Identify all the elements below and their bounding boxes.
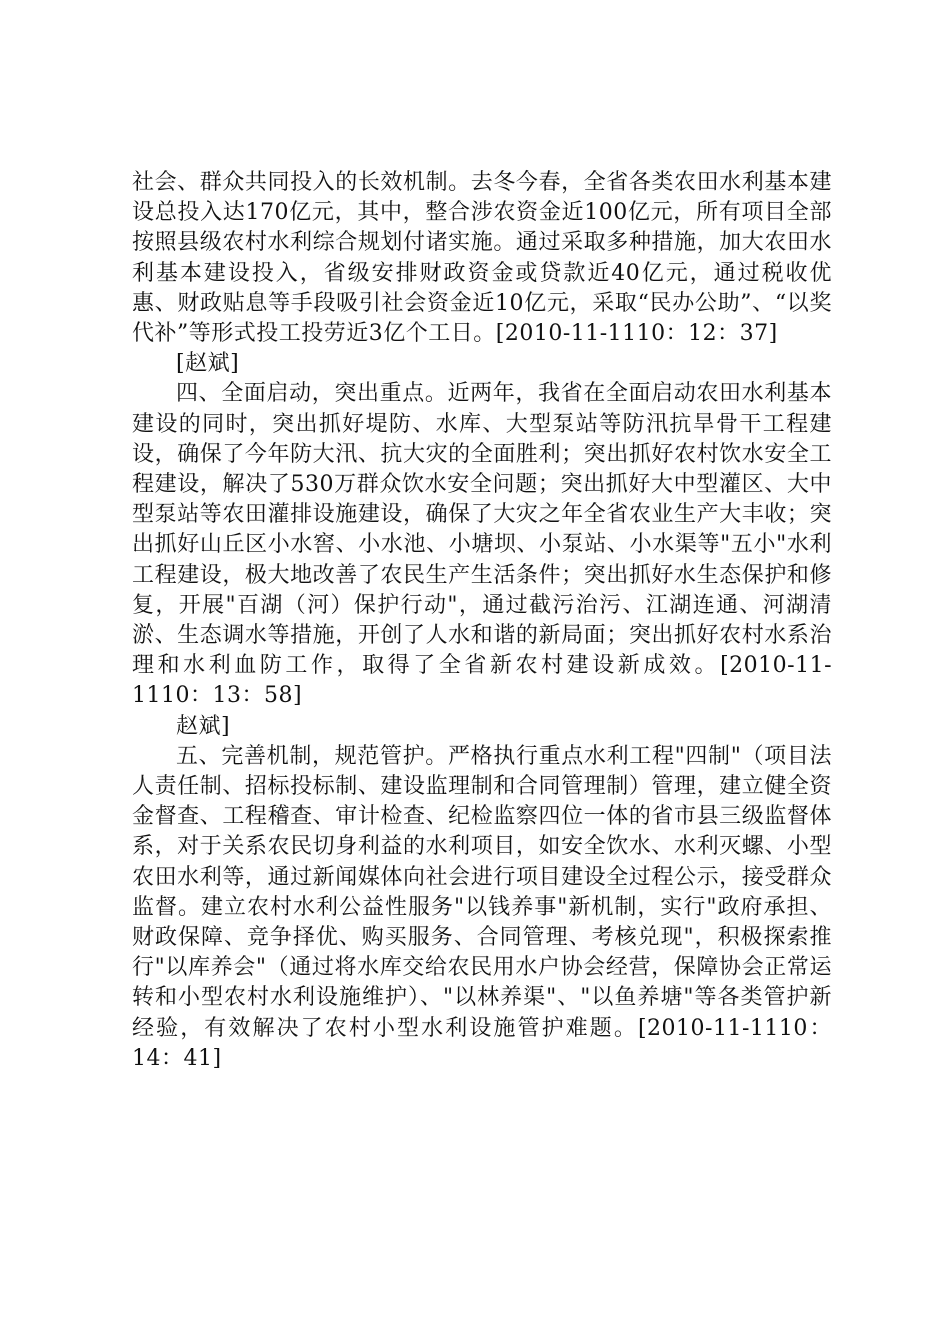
paragraph-funding: 社会、群众共同投入的长效机制。去冬今春，全省各类农田水利基本建设总投入达170亿元，其中，整合涉农资金近100亿元，所有项目全部按照县级农村水利综合规划付诸实施。通过采取多种措施，加大农田水利基本建设投入，省级安排财政资金或贷款近40亿元，通过税收优惠、财政贴息等手段吸引社会资金近10亿元，采取“民办公助”、“以奖代补”等形式投工投劳近3亿个工日。[2010-11-1110：12：37] — [132, 170, 832, 347]
paragraph-section-five: 五、完善机制，规范管护。严格执行重点水利工程"四制"（项目法人责任制、招标投标制、建设监理制和合同管理制）管理，建立健全资金督查、工程稽查、审计检查、纪检监察四位一体的省市县三级监督体系，对于关系农民切身利益的水利项目，如安全饮水、水利灭螺、小型农田水利等，通过新闻媒体向社会进行项目建设全过程公示，接受群众监督。建立农村水利公益性服务"以钱养事"新机制，实行"政府承担、财政保障、竞争择优、购买服务、合同管理、考核兑现"，积极探索推行"以库养会"（通过将水库交给农民用水户协会经营，保障协会正常运转和小型农村水利设施维护）、"以林养渠"、"以鱼养塘"等各类管护新经验，有效解决了农村小型水利设施管护难题。[2010-11-1110：14：41] — [132, 743, 832, 1071]
paragraph-section-four: 四、全面启动，突出重点。近两年，我省在全面启动农田水利基本建设的同时，突出抓好堤防、水库、大型泵站等防汛抗旱骨干工程建设，确保了今年防大汛、抗大灾的全面胜利；突出抓好农村饮水安全工程建设，解决了530万群众饮水安全问题；突出抓好大中型灌区、大中型泵站等农田灌排设施建设，确保了大灾之年全省农业生产大丰收；突出抓好山丘区小水窖、小水池、小塘坝、小泵站、小水渠等"五小"水利工程建设，极大地改善了农民生产生活条件；突出抓好水生态保护和修复，开展"百湖（河）保护行动"，通过截污治污、江湖连通、河湖清淤、生态调水等措施，开创了人水和谐的新局面；突出抓好农村水系治理和水利血防工作，取得了全省新农村建设新成效。[2010-11-1110：13：58] — [132, 381, 832, 709]
document-body — [132, 168, 832, 1074]
speaker-label-2: 赵斌] — [176, 713, 231, 739]
speaker-label-1: [赵斌] — [176, 351, 240, 377]
